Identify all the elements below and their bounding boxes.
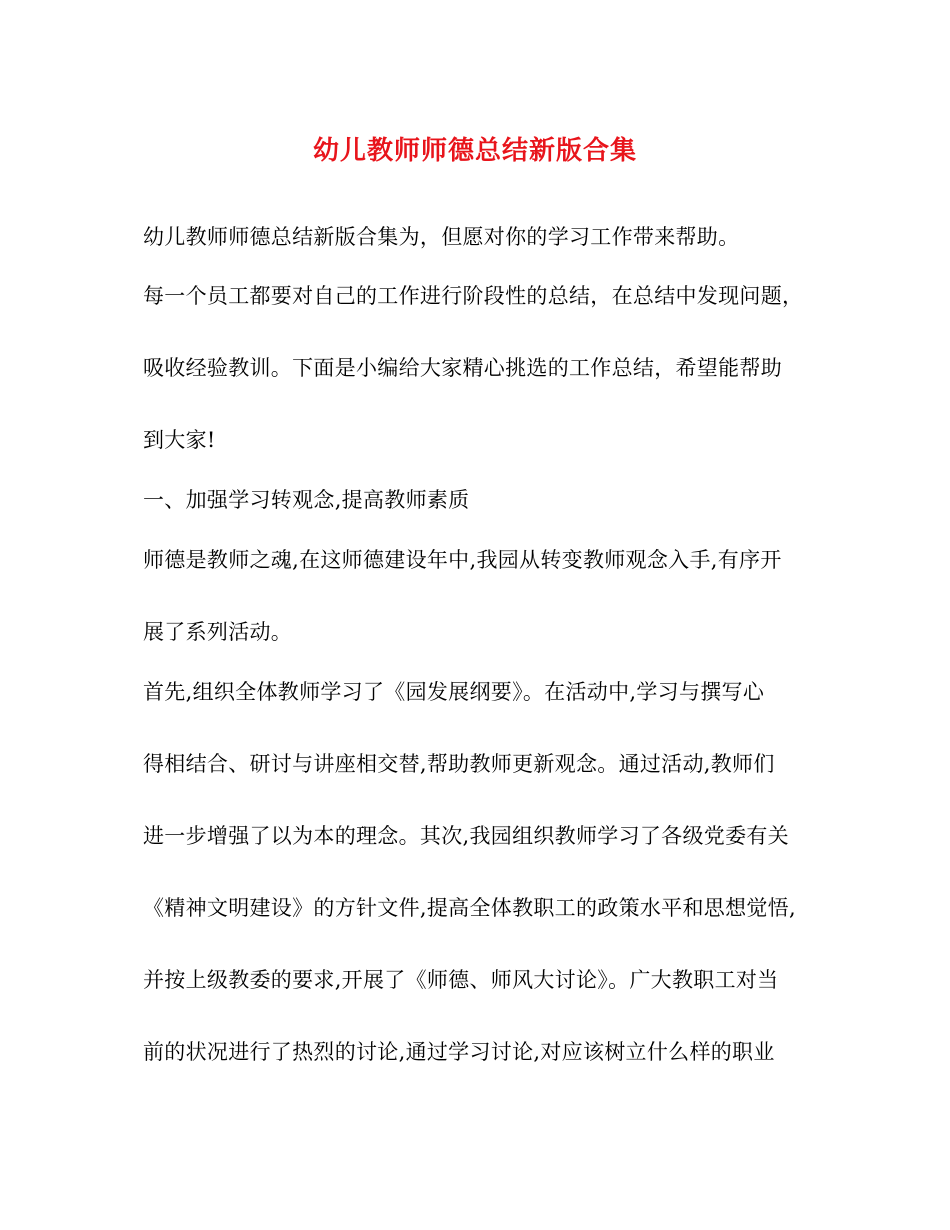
text-line-9: 得相结合、研讨与讲座相交替,帮助教师更新观念。通过活动,教师们 (143, 752, 775, 776)
text-line-10: 进一步增强了以为本的理念。其次,我园组织教师学习了各级党委有关 (143, 824, 789, 848)
document-title: 幼儿教师师德总结新版合集 (312, 136, 637, 166)
text-line-8: 首先,组织全体教师学习了《园发展纲要》。在活动中,学习与撰写心 (143, 680, 765, 704)
text-line-7: 展了系列活动。 (143, 620, 293, 644)
text-line-13: 前的状况进行了热烈的讨论,通过学习讨论,对应该树立什么样的职业 (143, 1040, 775, 1064)
text-line-6: 师德是教师之魂,在这师德建设年中,我园从转变教师观念入手,有序开 (143, 548, 782, 572)
text-line-2: 每一个员工都要对自己的工作进行阶段性的总结，在总结中发现问题， (143, 284, 804, 308)
text-line-3: 吸收经验教训。下面是小编给大家精心挑选的工作总结，希望能帮助 (143, 356, 782, 380)
text-line-11: 《精神文明建设》的方针文件,提高全体教职工的政策水平和思想觉悟, (143, 896, 796, 920)
text-line-12: 并按上级教委的要求,开展了《师德、师风大讨论》。广大教职工对当 (143, 968, 779, 992)
text-line-4: 到大家! (143, 428, 216, 452)
text-line-1: 幼儿教师师德总结新版合集为，但愿对你的学习工作带来帮助。 (143, 225, 740, 249)
section-heading-1: 一、加强学习转观念,提高教师素质 (143, 488, 470, 512)
